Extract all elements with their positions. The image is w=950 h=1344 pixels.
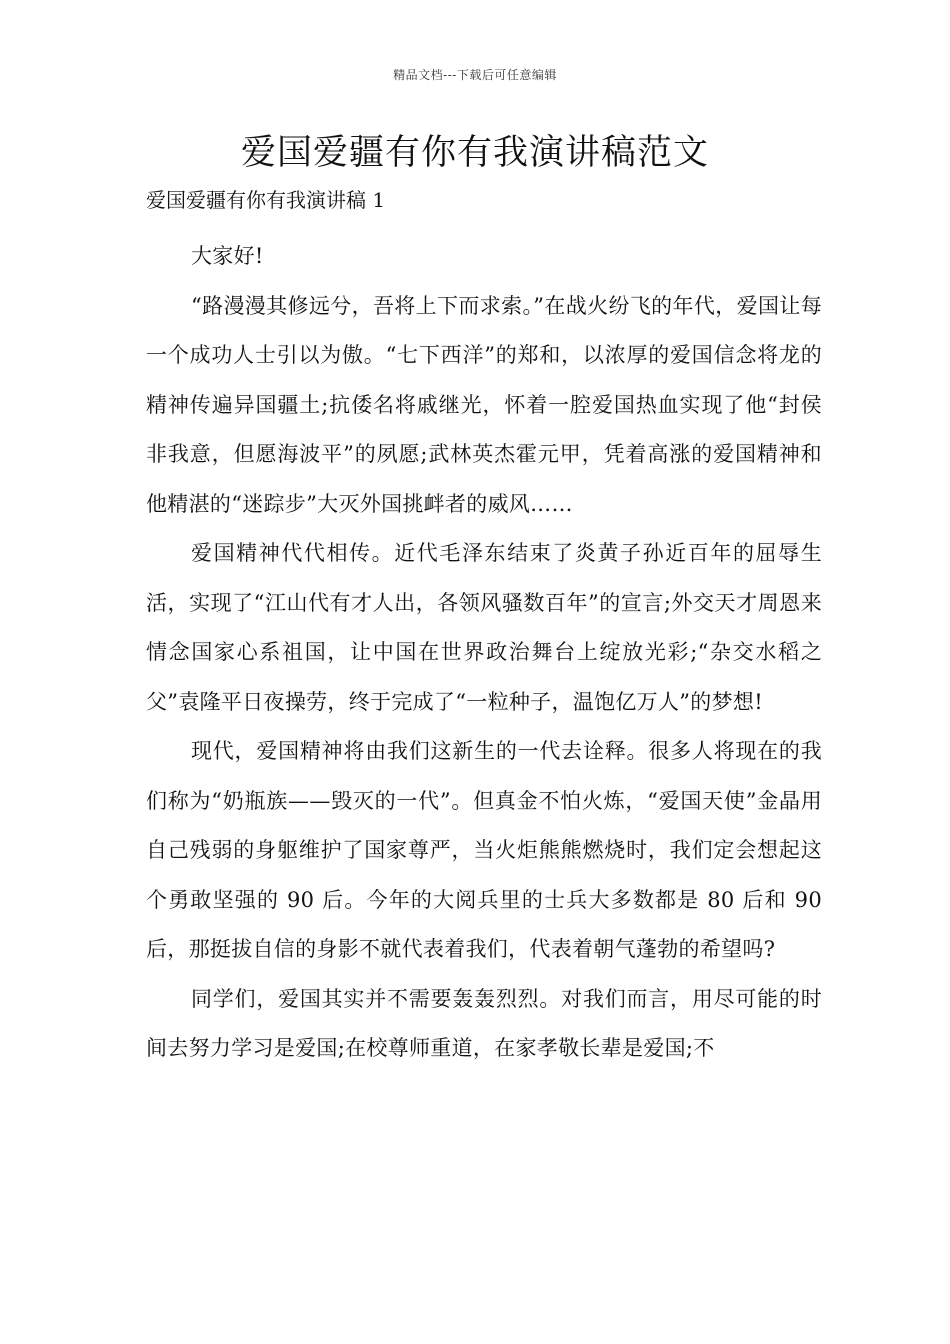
paragraph: 爱国精神代代相传。近代毛泽东结束了炎黄子孙近百年的屈辱生活，实现了“江山代有才人出，各领风骚数百年”的宣言;外交天才周恩来情念国家心系祖国，让中国在世界政治舞台上绽放光彩;“杂交水稻之父”袁隆平日夜操劳，终于完成了“一粒种子，温饱亿万人”的梦想!: [146, 541, 822, 714]
document-title: 爱国爱疆有你有我演讲稿范文: [240, 133, 709, 173]
header-note: 精品文档---下载后可任意编辑: [393, 68, 557, 82]
paragraph: 现代，爱国精神将由我们这新生的一代去诠释。很多人将现在的我们称为“奶瓶族——毁灭的一代”。但真金不怕火炼，“爱国天使”金晶用自己残弱的身躯维护了国家尊严，当火炬熊熊燃烧时，我们定会想起这个勇敢坚强的 90 后。今年的大阅兵里的士兵大多数都是 80 后和 90 后，那挺拔自信的身影不就代表着我们，代表着朝气蓬勃的希望吗?: [146, 739, 822, 961]
document-body: [146, 232, 822, 1074]
paragraph: 同学们，爱国其实并不需要轰轰烈烈。对我们而言，用尽可能的时间去努力学习是爱国;在校尊师重道，在家孝敬长辈是爱国;不: [146, 986, 822, 1060]
document-subtitle: 爱国爱疆有你有我演讲稿 1: [146, 188, 386, 212]
paragraph: “路漫漫其修远兮，吾将上下而求索。”在战火纷飞的年代，爱国让每一个成功人士引以为傲。“七下西洋”的郑和，以浓厚的爱国信念将龙的精神传遍异国疆土;抗倭名将戚继光，怀着一腔爱国热血实现了他“封侯非我意，但愿海波平”的夙愿;武林英杰霍元甲，凭着高涨的爱国精神和他精湛的“迷踪步”大灭外国挑衅者的威风……: [146, 293, 822, 516]
paragraph-greeting: 大家好!: [191, 244, 264, 268]
